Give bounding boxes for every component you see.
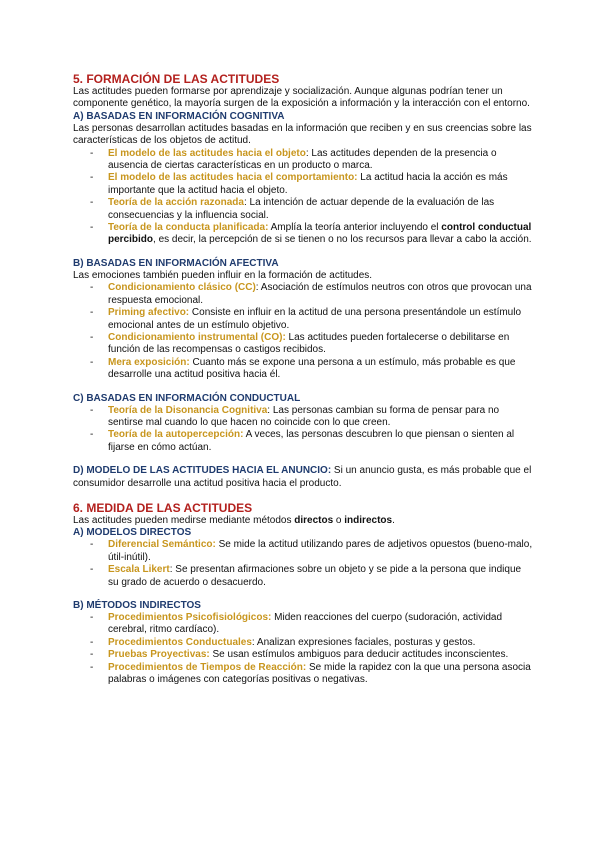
list-item bbox=[73, 662, 533, 687]
term-label: El modelo de las actitudes hacia el objeto bbox=[108, 147, 306, 159]
term-description: : Analizan expresiones faciales, posturas y gestos. bbox=[251, 636, 476, 648]
dash-bullet: - bbox=[90, 661, 94, 673]
term-description: Miden reacciones del cuerpo (sudoración, actividad cerebral, ritmo cardíaco). bbox=[108, 612, 503, 636]
term-label: Teoría de la acción razonada bbox=[108, 197, 244, 209]
dash-bullet: - bbox=[90, 649, 94, 661]
dash-bullet: - bbox=[90, 147, 94, 159]
list-item bbox=[73, 612, 533, 637]
term-description: Cuanto más se expone una persona a un estímulo, más probable es que desarrolle una actitud positiva hacia él. bbox=[108, 356, 516, 381]
term-description: Se mide la actitud utilizando pares de adjetivos opuestos (bueno-malo, útil-inútil). bbox=[108, 539, 533, 563]
intro-text: o bbox=[333, 514, 345, 526]
bold-term: control conductual percibido bbox=[108, 222, 532, 246]
section-5-title: 5. FORMACIÓN DE LAS ACTITUDES bbox=[73, 72, 280, 86]
section-6-title: 6. MEDIDA DE LAS ACTITUDES bbox=[73, 500, 253, 515]
dash-bullet: - bbox=[90, 356, 94, 368]
subsection-6a-list bbox=[73, 539, 533, 589]
list-item bbox=[73, 429, 533, 454]
list-item bbox=[73, 539, 533, 564]
bold-term: indirectos bbox=[344, 514, 393, 526]
subsection-5a-text: Las personas desarrollan actitudes basadas en la información que reciben y en sus creencias sobre las características de los objetos de actitud. bbox=[73, 122, 532, 147]
subsection-6a-heading: A) MODELOS DIRECTOS bbox=[73, 527, 192, 539]
dash-bullet: - bbox=[90, 636, 94, 648]
term-description: , es decir, la percepción de si se tienen o no los recursos para llevar a cabo la acción. bbox=[153, 234, 532, 246]
term-description: Consiste en influir en la actitud de una persona presentándole un estímulo emocional antes de un estímulo objetivo. bbox=[108, 307, 522, 331]
term-description: Se usan estímulos ambiguos para deducir actitudes inconscientes. bbox=[209, 649, 509, 661]
dash-bullet: - bbox=[90, 331, 94, 343]
dash-bullet: - bbox=[90, 404, 94, 416]
section-5-intro: Las actitudes pueden formarse por aprendizaje y socialización. Aunque algunas podrían tener un componente genético, la mayoría surgen de la exposición a información y la interacción con el entorno. bbox=[73, 86, 530, 110]
list-item bbox=[73, 307, 533, 332]
list-item bbox=[73, 222, 533, 247]
list-item bbox=[73, 564, 533, 589]
term-label: El modelo de las actitudes hacia el comportamiento: bbox=[108, 172, 358, 184]
bold-term: directos bbox=[294, 514, 334, 526]
term-description: Se mide la rapidez con la que una persona asocia palabras o imágenes con categorías positivas o negativas. bbox=[108, 661, 531, 686]
dash-bullet: - bbox=[90, 307, 94, 319]
term-label: Procedimientos Conductuales bbox=[108, 636, 252, 648]
dash-bullet: - bbox=[90, 429, 94, 441]
term-description: : Las actitudes dependen de la presencia o ausencia de ciertas características en un producto o marca. bbox=[108, 147, 497, 172]
subsection-5d-text: Si un anuncio gusta, es más probable que el consumidor desarrolle una actitud positiva hacia el producto. bbox=[73, 465, 532, 489]
term-label: Escala Likert bbox=[108, 564, 170, 576]
subsection-5b-text: Las emociones también pueden influir en la formación de actitudes. bbox=[73, 269, 373, 281]
document-page bbox=[73, 72, 533, 686]
term-label: Procedimientos Psicofisiológicos: bbox=[108, 612, 272, 623]
dash-bullet: - bbox=[90, 564, 94, 576]
term-description: : Se presentan afirmaciones sobre un objeto y se pide a la persona que indique su grado de acuerdo o desacuerdo. bbox=[108, 564, 522, 588]
subsection-6b-list bbox=[73, 612, 533, 686]
list-item bbox=[73, 332, 533, 357]
term-label: Teoría de la Disonancia Cognitiva bbox=[108, 404, 268, 416]
term-label: Diferencial Semántico: bbox=[108, 539, 216, 551]
term-description: : Las personas cambian su forma de pensar para no sentirse mal cuando lo que hacen no coincide con lo que creen. bbox=[108, 404, 500, 428]
term-label: Teoría de la autopercepción: bbox=[108, 429, 244, 441]
term-description: Las actitudes pueden fortalecerse o debilitarse en función de las recompensas o castigos recibidos. bbox=[108, 331, 510, 356]
subsection-5b-list bbox=[73, 282, 533, 381]
intro-text: Las actitudes pueden medirse mediante métodos bbox=[73, 514, 295, 526]
list-item bbox=[73, 649, 533, 661]
subsection-5d-paragraph bbox=[73, 465, 533, 490]
section-6-intro bbox=[73, 515, 533, 527]
dash-bullet: - bbox=[90, 539, 94, 551]
dash-bullet: - bbox=[90, 282, 94, 294]
list-item bbox=[73, 172, 533, 197]
term-label: Condicionamiento clásico (CC) bbox=[108, 282, 256, 294]
subsection-5a-list bbox=[73, 148, 533, 247]
subsection-6b-heading: B) MÉTODOS INDIRECTOS bbox=[73, 600, 201, 611]
term-label: Teoría de la conducta planificada: bbox=[108, 222, 269, 234]
subsection-5b-heading: B) BASADAS EN INFORMACIÓN AFECTIVA bbox=[73, 257, 279, 269]
term-label: Mera exposición: bbox=[108, 356, 190, 368]
subsection-5d-heading: D) MODELO DE LAS ACTITUDES HACIA EL ANUNCIO: bbox=[73, 465, 332, 477]
term-description: : La intención de actuar depende de la evaluación de las consecuencias y la influencia social. bbox=[108, 197, 495, 221]
term-description: La actitud hacia la acción es más importante que la actitud hacia el objeto. bbox=[108, 172, 508, 196]
term-description: : Asociación de estímulos neutros con otros que provocan una respuesta emocional. bbox=[108, 282, 532, 306]
subsection-5c-list bbox=[73, 405, 533, 455]
list-item bbox=[73, 357, 533, 382]
list-item bbox=[73, 197, 533, 222]
term-description: Amplía la teoría anterior incluyendo el bbox=[268, 222, 442, 234]
dash-bullet: - bbox=[90, 172, 94, 184]
list-item bbox=[73, 148, 533, 173]
dash-bullet: - bbox=[90, 197, 94, 209]
term-label: Pruebas Proyectivas: bbox=[108, 649, 210, 661]
list-item bbox=[73, 637, 533, 649]
list-item bbox=[73, 405, 533, 430]
subsection-5c-heading: C) BASADAS EN INFORMACIÓN CONDUCTUAL bbox=[73, 392, 301, 404]
subsection-5a-heading: A) BASADAS EN INFORMACIÓN COGNITIVA bbox=[73, 110, 285, 122]
term-label: Procedimientos de Tiempos de Reacción: bbox=[108, 661, 307, 673]
list-item bbox=[73, 282, 533, 307]
dash-bullet: - bbox=[90, 612, 94, 623]
term-label: Condicionamiento instrumental (CO): bbox=[108, 331, 286, 343]
dash-bullet: - bbox=[90, 222, 94, 234]
intro-text: . bbox=[392, 514, 395, 526]
term-label: Priming afectivo: bbox=[108, 307, 190, 319]
term-description: A veces, las personas descubren lo que piensan o sienten al fijarse en cómo actúan. bbox=[108, 429, 515, 453]
